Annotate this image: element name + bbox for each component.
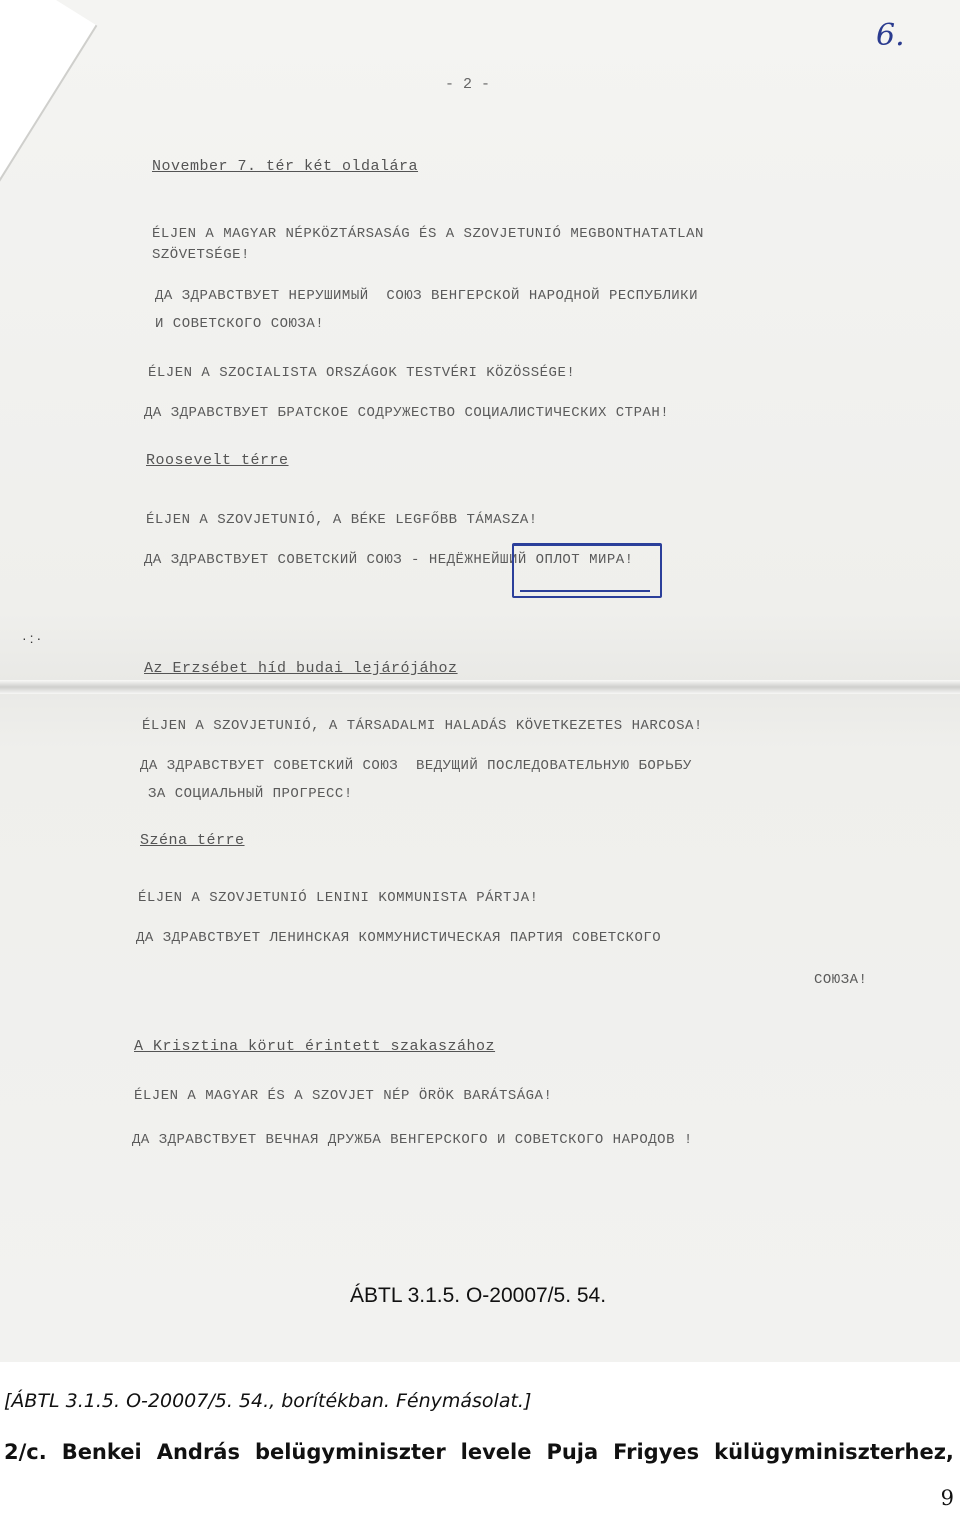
section-heading: Széna térre bbox=[140, 832, 245, 849]
paper-fold-line bbox=[0, 680, 960, 694]
section-heading: Az Erzsébet híd budai lejárójához bbox=[144, 660, 458, 677]
section-heading: A Krisztina körut érintett szakaszához bbox=[134, 1038, 496, 1055]
slogan-line: ДА ЗДРАВСТВУЕТ НЕРУШИМЫЙ СОЮЗ ВЕНГЕРСКОЙ НАРОДНОЙ РЕСПУБЛИКИ bbox=[155, 288, 698, 304]
slogan-line: И СОВЕТСКОГО СОЮЗА! bbox=[155, 316, 325, 332]
slogan-line: ДА ЗДРАВСТВУЕТ ВЕЧНАЯ ДРУЖБА ВЕНГЕРСКОГО И СОВЕТСКОГО НАРОДОВ ! bbox=[132, 1132, 693, 1148]
slogan-line: ДА ЗДРАВСТВУЕТ СОВЕТСКИЙ СОЮЗ ВЕДУЩИЙ ПОСЛЕДОВАТЕЛЬНУЮ БОРЬБУ bbox=[140, 758, 692, 774]
pen-annotation-underline bbox=[520, 590, 650, 592]
subheading-word: levele bbox=[460, 1440, 532, 1464]
typed-page-number: - 2 - bbox=[445, 76, 491, 93]
slogan-line: СОЮЗА! bbox=[814, 972, 868, 988]
slogan-line: ÉLJEN A MAGYAR NÉPKÖZTÁRSASÁG ÉS A SZOVJETUNIÓ MEGBONTHATATLAN bbox=[152, 226, 704, 242]
slogan-line: ÉLJEN A SZOVJETUNIÓ LENINI KOMMUNISTA PÁRTJA! bbox=[138, 890, 539, 906]
subheading-word: Frigyes bbox=[613, 1440, 700, 1464]
subheading-word: belügyminiszter bbox=[254, 1440, 446, 1464]
page-number: 9 bbox=[940, 1486, 954, 1510]
slogan-line: ÉLJEN A MAGYAR ÉS A SZOVJET NÉP ÖRÖK BARÁTSÁGA! bbox=[134, 1088, 553, 1104]
scan-specks: ·:· bbox=[22, 630, 45, 646]
subheading-word: András bbox=[156, 1440, 240, 1464]
handwritten-page-number: 6. bbox=[876, 18, 905, 53]
section-heading: Roosevelt térre bbox=[146, 452, 289, 469]
subheading-word: Puja bbox=[546, 1440, 599, 1464]
section-heading: November 7. tér két oldalára bbox=[152, 158, 419, 175]
subheading-word: 2/c. bbox=[4, 1440, 47, 1464]
slogan-line: ЗА СОЦИАЛЬНЫЙ ПРОГРЕСС! bbox=[148, 786, 353, 802]
slogan-line: ДА ЗДРАВСТВУЕТ ЛЕНИНСКАЯ КОММУНИСТИЧЕСКАЯ ПАРТИЯ СОВЕТСКОГО bbox=[136, 930, 662, 946]
slogan-line: ÉLJEN A SZOVJETUNIÓ, A TÁRSADALMI HALADÁS KÖVETKEZETES HARCOSA! bbox=[142, 718, 703, 734]
slogan-line: ДА ЗДРАВСТВУЕТ СОВЕТСКИЙ СОЮЗ - НЕДЁЖНЕЙШИЙ ОПЛОТ МИРА! bbox=[144, 552, 634, 568]
slogan-line: ÉLJEN A SZOCIALISTA ORSZÁGOK TESTVÉRI KÖZÖSSÉGE! bbox=[148, 365, 576, 381]
document-subheading bbox=[4, 1440, 954, 1464]
folded-corner bbox=[0, 0, 97, 246]
slogan-line: SZÖVETSÉGE! bbox=[152, 247, 250, 263]
slogan-line: ÉLJEN A SZOVJETUNIÓ, A BÉKE LEGFŐBB TÁMASZA! bbox=[146, 512, 538, 528]
source-caption: [ÁBTL 3.1.5. O-20007/5. 54., borítékban. Fénymásolat.] bbox=[4, 1390, 532, 1412]
slogan-line: ДА ЗДРАВСТВУЕТ БРАТСКОЕ СОДРУЖЕСТВО СОЦИАЛИСТИЧЕСКИХ СТРАН! bbox=[144, 405, 670, 421]
archive-stamp: ÁBTL 3.1.5. O-20007/5. 54. bbox=[350, 1284, 607, 1307]
subheading-word: külügyminiszterhez, bbox=[714, 1440, 954, 1464]
subheading-word: Benkei bbox=[61, 1440, 142, 1464]
